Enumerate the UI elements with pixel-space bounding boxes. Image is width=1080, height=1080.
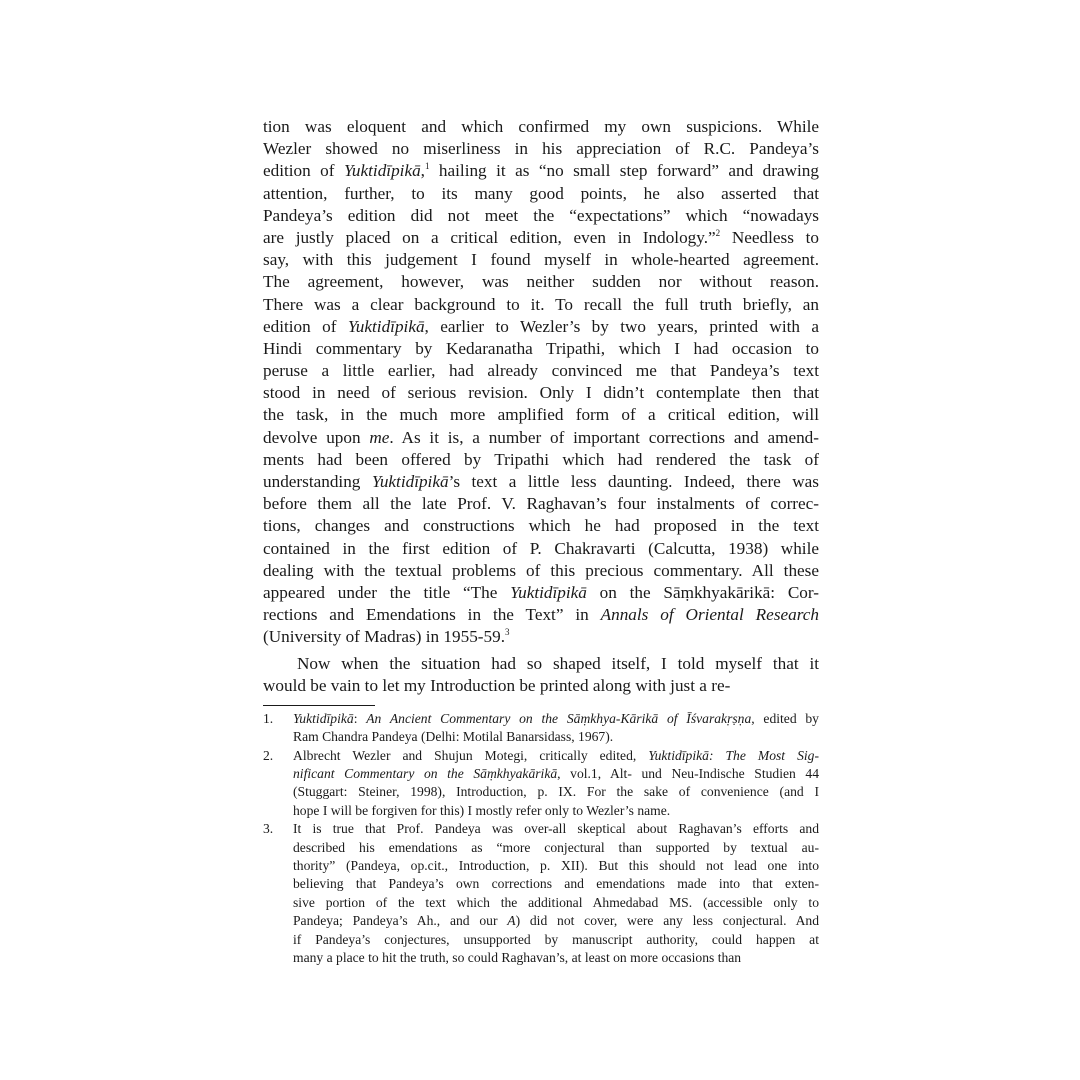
footnote-3 <box>263 820 819 967</box>
body-line: (University of Madras) in 1955-59.$^3$ <box>263 627 510 647</box>
body-line: rections and Emendations in the Text” in Annals of Oriental Research <box>263 605 819 625</box>
body-line: edition of Yuktidīpikā, earlier to Wezler’s by two years, printed with a <box>263 316 819 336</box>
footnote-number: 1. <box>263 710 274 726</box>
body-line: the task, in the much more amplified form of a critical edition, will <box>263 405 819 425</box>
footnote-number: 2. <box>263 747 274 763</box>
body-line: stood in need of serious revision. Only I didn’t contemplate then that <box>263 383 819 403</box>
body-line: are justly placed on a critical edition, even in Indology.”$^2$ Needless to <box>263 227 819 247</box>
body-line: edition of Yuktidīpikā,$^1$ hailing it as “no small step forward” and drawing <box>263 161 819 181</box>
body-line: before them all the late Prof. V. Raghavan’s four instalments of correc- <box>263 494 819 514</box>
body-paragraph-1 <box>263 116 819 649</box>
body-line: contained in the first edition of P. Chakravarti (Calcutta, 1938) while <box>263 538 819 558</box>
body-line: Now when the situation had so shaped itself, I told myself that it <box>297 653 819 673</box>
footnote-line: nificant Commentary on the Sāṃkhyakārikā, vol.1, Alt- und Neu-Indische Studien 44 <box>293 766 819 782</box>
book-page <box>263 116 819 967</box>
footnote-line: It is true that Prof. Pandeya was over-all skeptical about Raghavan’s efforts and <box>293 821 819 837</box>
body-paragraph-2 <box>263 653 819 697</box>
body-line: The agreement, however, was neither sudden nor without reason. <box>263 272 819 292</box>
footnote-2 <box>263 747 819 821</box>
footnote-line: sive portion of the text which the additional Ahmedabad MS. (accessible only to <box>293 894 819 910</box>
body-line: Pandeya’s edition did not meet the “expectations” which “nowadays <box>263 205 819 225</box>
body-line: There was a clear background to it. To recall the full truth briefly, an <box>263 294 819 314</box>
footnotes-section <box>263 710 819 967</box>
footnote-line: thority” (Pandeya, op.cit., Introduction, p. XII). But this should not lead one into <box>293 858 819 873</box>
footnote-line: described his emendations as “more conjectural than supported by textual au- <box>293 839 819 855</box>
footnote-text <box>293 747 819 821</box>
footnote-text <box>293 820 819 967</box>
body-line: say, with this judgement I found myself in whole-hearted agreement. <box>263 250 819 270</box>
body-line: dealing with the textual problems of this precious commentary. All these <box>263 560 819 580</box>
footnote-number: 3. <box>263 821 274 837</box>
footnote-line: Yuktidīpikā: An Ancient Commentary on the Sāṃkhya-Kārikā of Īśvarakṛṣṇa, edited by <box>293 710 819 726</box>
footnote-line: many a place to hit the truth, so could Raghavan’s, at least on more occasions than <box>293 949 742 965</box>
body-line: understanding Yuktidīpikā’s text a little less daunting. Indeed, there was <box>263 472 819 491</box>
body-line: tion was eloquent and which confirmed my own suspicions. While <box>263 117 819 136</box>
body-line: Hindi commentary by Kedaranatha Tripathi, which I had occasion to <box>263 338 819 358</box>
footnote-1 <box>263 710 819 747</box>
body-line: peruse a little earlier, had already convinced me that Pandeya’s text <box>263 361 819 381</box>
body-line: appeared under the title “The Yuktidīpikā on the Sāṃkhyakārikā: Cor- <box>263 582 820 602</box>
footnote-line: Ram Chandra Pandeya (Delhi: Motilal Banarsidass, 1967). <box>293 729 614 745</box>
footnote-line: hope I will be forgiven for this) I mostly refer only to Wezler’s name. <box>293 802 671 818</box>
footnote-rule <box>263 705 375 706</box>
footnote-line: Pandeya; Pandeya’s Ah., and our A) did not cover, were any less conjectural. And <box>293 913 819 929</box>
footnote-line: Albrecht Wezler and Shujun Motegi, critically edited, Yuktidīpikā: The Most Sig- <box>293 747 819 763</box>
body-line: would be vain to let my Introduction be printed along with just a re- <box>263 675 731 695</box>
body-line: Wezler showed no miserliness in his appreciation of R.C. Pandeya’s <box>263 139 819 159</box>
footnote-text <box>293 710 819 747</box>
body-line: attention, further, to its many good points, he also asserted that <box>263 183 819 203</box>
footnote-line: if Pandeya’s conjectures, unsupported by manuscript authority, could happen at <box>293 931 819 947</box>
body-line: ments had been offered by Tripathi which had rendered the task of <box>263 449 819 469</box>
footnote-line: believing that Pandeya’s own corrections and emendations made into that exten- <box>293 876 819 892</box>
footnote-line: (Stuggart: Steiner, 1998), Introduction, p. IX. For the sake of convenience (and I <box>293 784 819 800</box>
body-line: tions, changes and constructions which he had proposed in the text <box>263 516 819 536</box>
body-line: devolve upon me. As it is, a number of important corrections and amend- <box>263 427 819 447</box>
